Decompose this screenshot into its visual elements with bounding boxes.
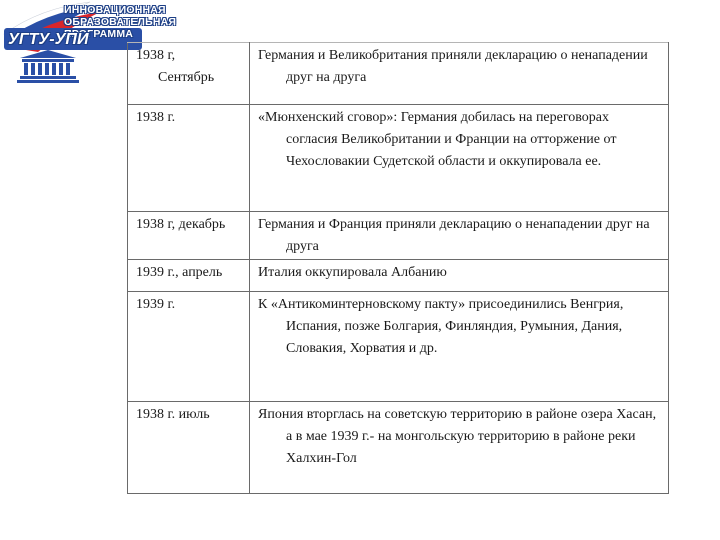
logo-text-line-2: ОБРАЗОВАТЕЛЬНАЯ [64,16,177,28]
logo-text-line-3: ПРОГРАММА [64,28,134,40]
date-text: 1939 г. [136,297,176,312]
event-cell [250,402,669,494]
date-cell [128,292,250,402]
date-cell [128,402,250,494]
event-text: К «Антикоминтерновскому пакту» присоединились Венгрия, Испания, позже Болгария, Финляндия, Румыния, Дания, Словакия, Хорватия и др. [258,297,624,356]
event-text: «Мюнхенский сговор»: Германия добилась на переговорах согласия Великобритании и Франции на отторжение от Чехословакии Судетской области и оккупировала ее. [258,110,617,169]
date-text: 1938 г. [136,110,176,125]
table-row [128,292,669,402]
date-text: 1938 г. июль [136,407,210,422]
event-cell [250,292,669,402]
event-text: Германия и Франция приняли декларацию о ненападении друг на друга [258,217,650,254]
table-row [128,212,669,260]
table-row [128,43,669,105]
date-line-2: Сентябрь [158,70,215,85]
logo-abbreviation: УГТУ-УПИ [8,31,89,48]
event-cell [250,105,669,212]
date-cell [128,43,250,105]
date-text: 1938 г, декабрь [136,217,226,232]
date-cell [128,260,250,292]
date-text: 1939 г., апрель [136,265,223,280]
table-row [128,105,669,212]
event-cell [250,43,669,105]
event-text: Япония вторглась на советскую территорию в районе озера Хасан, а в мае 1939 г.- на монгольскую территорию в районе реки Халхин-Гол [258,407,657,466]
event-cell [250,260,669,292]
event-text: Италия оккупировала Албанию [258,265,447,280]
timeline-table [127,42,669,494]
date-cell [128,212,250,260]
event-cell [250,212,669,260]
event-text: Германия и Великобритания приняли декларацию о ненападении друг на друга [258,48,648,85]
table-row [128,402,669,494]
date-cell [128,105,250,212]
logo-text-line-1: ИННОВАЦИОННАЯ [64,4,166,16]
date-line-1: 1938 г, [136,48,176,63]
table-row [128,260,669,292]
